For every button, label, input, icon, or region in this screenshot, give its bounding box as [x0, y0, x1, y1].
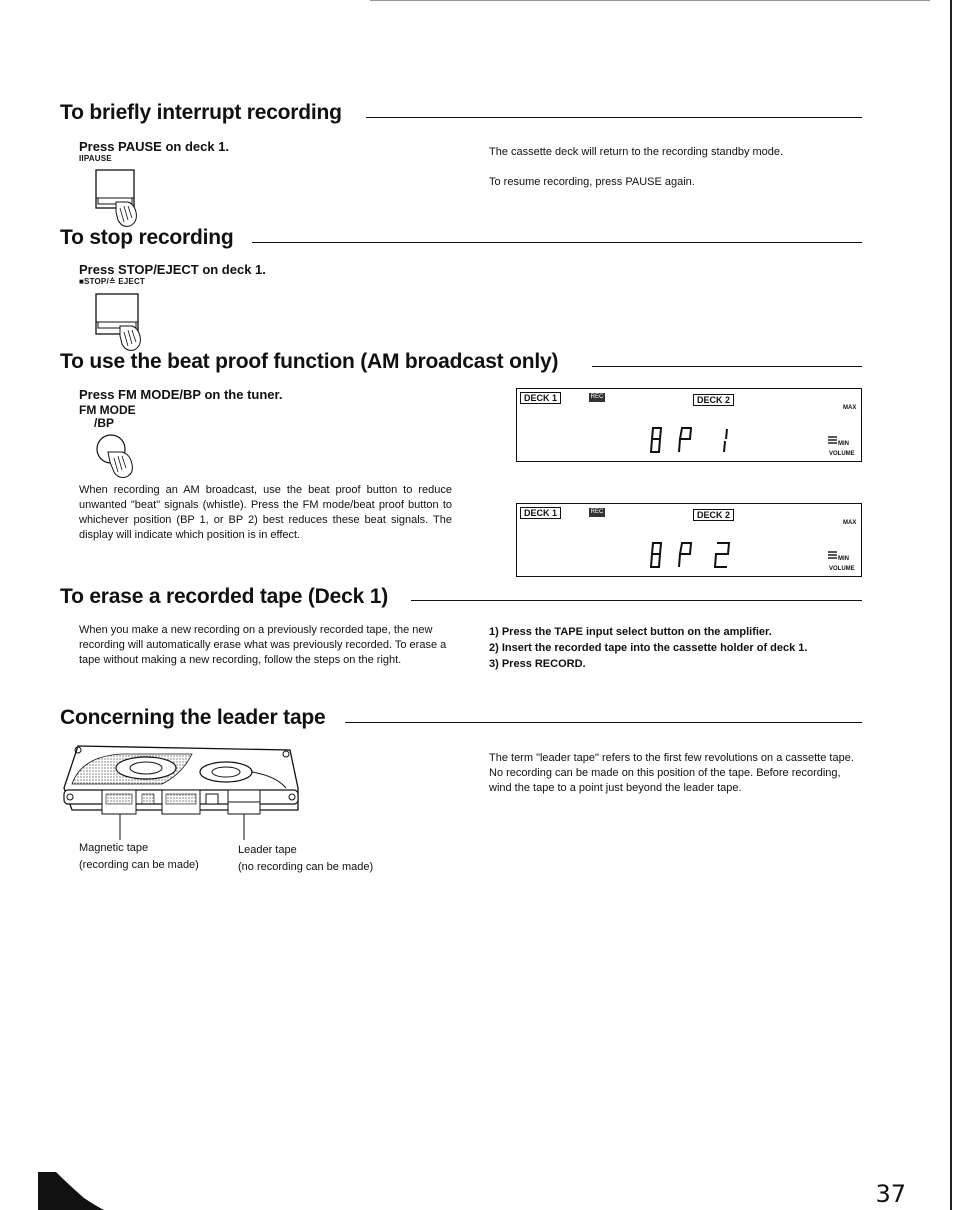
pause-button-label: IIPAUSE: [79, 154, 112, 163]
section-rule: [366, 117, 862, 118]
page-edge-rule: [950, 0, 952, 1210]
section-title-interrupt: To briefly interrupt recording: [60, 101, 342, 124]
segment-readout-bp1: [645, 425, 755, 457]
display-panel-bp2: [516, 503, 862, 577]
volume-bars-icon: [828, 435, 838, 445]
pause-button-press-icon: [94, 168, 146, 230]
page-number: 37: [875, 1180, 906, 1208]
interrupt-note-1: The cassette deck will return to the recording standby mode.: [489, 146, 784, 158]
leader-description: The term "leader tape" refers to the first few revolutions on a cassette tape. No recording can be made on this position of the tape. Before recording, wind the tape to a point just beyond the leader tape.: [489, 752, 854, 794]
corner-tab-mark: [38, 1170, 104, 1210]
max-label: MAX: [843, 520, 857, 526]
erase-steps-list: [489, 624, 879, 672]
stop-eject-button-press-icon: [94, 292, 154, 354]
magnetic-tape-label: Magnetic tape: [79, 842, 149, 854]
deck1-indicator: DECK 1: [520, 392, 561, 404]
list-item: 1) Press the TAPE input select button on the amplifier.: [489, 626, 772, 638]
step-press-stop: Press STOP/EJECT on deck 1.: [79, 262, 266, 277]
step-press-pause: Press PAUSE on deck 1.: [79, 139, 230, 154]
section-rule: [592, 366, 862, 367]
leader-tape-note: (no recording can be made): [238, 861, 374, 873]
list-item: 3) Press RECORD.: [489, 658, 586, 670]
segment-readout-bp2: [645, 540, 755, 572]
section-title-stop: To stop recording: [60, 226, 234, 249]
section-rule: [252, 242, 862, 243]
list-item: 2) Insert the recorded tape into the cassette holder of deck 1.: [489, 642, 808, 654]
section-rule: [345, 722, 862, 723]
cassette-tape-illustration: [62, 740, 302, 844]
section-title-leader: Concerning the leader tape: [60, 706, 326, 729]
deck2-indicator: DECK 2: [693, 394, 734, 406]
leader-tape-label: Leader tape: [238, 844, 297, 856]
beatproof-description: When recording an AM broadcast, use the beat proof button to reduce unwanted "beat" signals (whistle). Press the FM mode/beat proof button to whichever position (BP 1, or BP 2) best reduces these beat signals. The display will indicate which position is in effect.: [79, 484, 452, 541]
display-panel-bp1: [516, 388, 862, 462]
min-label: MIN: [838, 556, 849, 562]
volume-label: VOLUME: [829, 451, 855, 457]
deck1-indicator: DECK 1: [520, 507, 561, 519]
deck2-indicator: DECK 2: [693, 509, 734, 521]
fm-mode-label: FM MODE: [79, 403, 136, 417]
stop-eject-button-label: ■STOP/≙ EJECT: [79, 277, 146, 286]
interrupt-note-2: To resume recording, press PAUSE again.: [489, 176, 695, 188]
top-edge-rule: [370, 0, 930, 1]
max-label: MAX: [843, 405, 857, 411]
erase-description: When you make a new recording on a previously recorded tape, the new recording will automatically erase what was previously recorded. To erase a tape without making a new recording, follow the steps on the right.: [79, 624, 447, 666]
section-rule: [411, 600, 862, 601]
rec-indicator: REC: [590, 509, 604, 515]
section-title-erase: To erase a recorded tape (Deck 1): [60, 585, 388, 608]
section-title-beatproof: To use the beat proof function (AM broadcast only): [60, 350, 559, 373]
rec-indicator: REC: [590, 394, 604, 400]
bp-label: /BP: [94, 416, 115, 430]
volume-label: VOLUME: [829, 566, 855, 572]
volume-bars-icon: [828, 550, 838, 560]
min-label: MIN: [838, 441, 849, 447]
magnetic-tape-note: (recording can be made): [79, 859, 199, 871]
finger-press-icon: [94, 432, 144, 480]
step-press-fm-mode: Press FM MODE/BP on the tuner.: [79, 387, 283, 402]
